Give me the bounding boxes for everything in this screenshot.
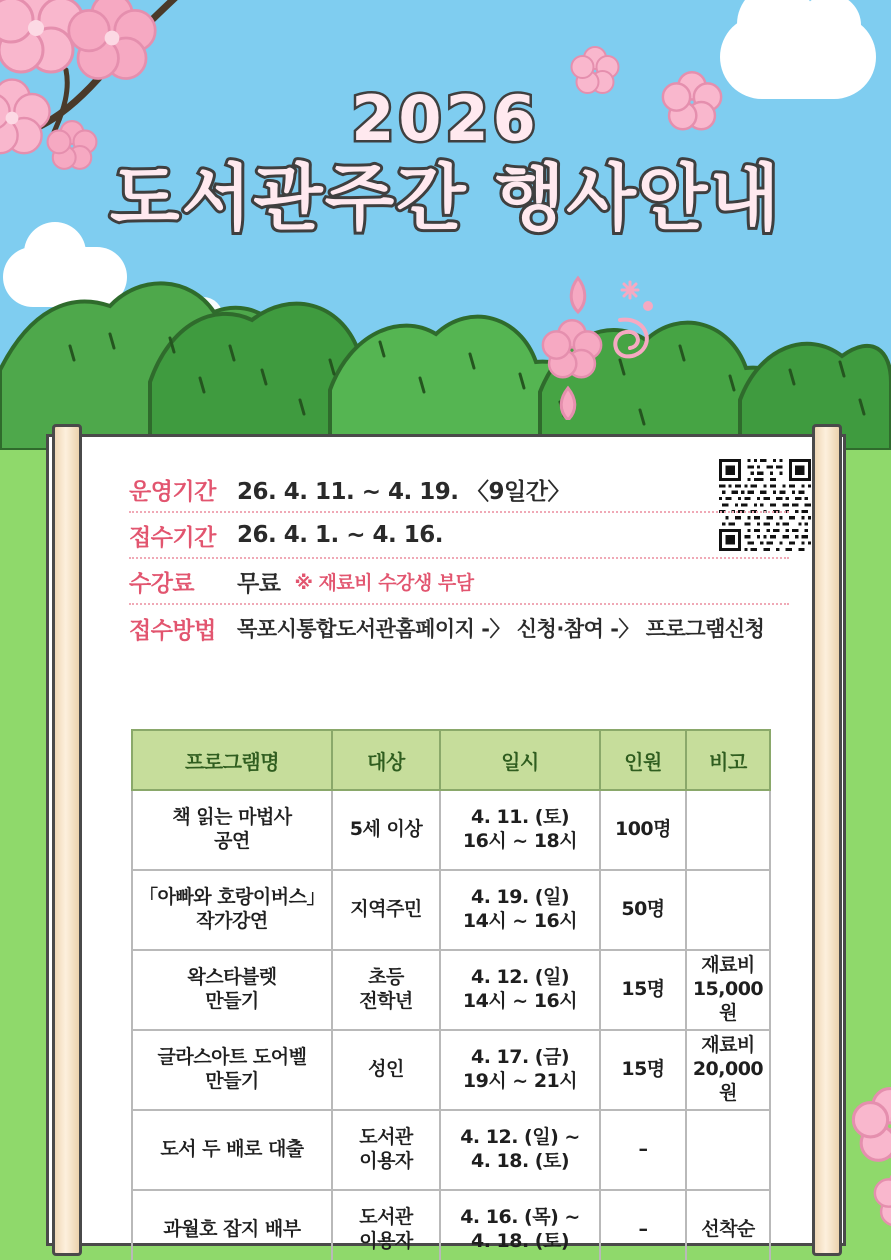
cell-line: 4. 17. (금) xyxy=(470,1046,570,1069)
info-row-period xyxy=(129,467,789,513)
cell-line: 4. 12. (일) xyxy=(470,966,570,989)
table-header-note: 비고 xyxy=(686,730,770,790)
cell-line: 이용자 xyxy=(359,1230,413,1252)
cell-program xyxy=(132,1110,332,1190)
cell-capacity xyxy=(600,870,686,950)
program-table xyxy=(131,729,771,1260)
cell-capacity xyxy=(600,790,686,870)
cell-line: 16시 ~ 18시 xyxy=(462,830,578,852)
cell-line: 과월호 잡지 배부 xyxy=(163,1218,301,1241)
info-value: 26. 4. 11. ~ 4. 19. 〈9일간〉 xyxy=(237,478,570,505)
cell-line: 15,000원 xyxy=(692,978,764,1024)
cell-capacity xyxy=(600,1190,686,1260)
cell-line: 초등 xyxy=(368,966,404,989)
cell-line: 19시 ~ 21시 xyxy=(462,1070,578,1092)
cell-capacity xyxy=(600,1110,686,1190)
info-board xyxy=(46,434,846,1252)
cell-note xyxy=(686,1030,770,1110)
cell-line: 14시 ~ 16시 xyxy=(462,910,578,932)
cell-line: 4. 18. (토) xyxy=(470,1230,570,1252)
title-main: 도서관주간 행사안내 xyxy=(109,156,782,241)
cell-line: 재료비 xyxy=(701,1034,755,1057)
cell-note xyxy=(686,1190,770,1260)
cell-line: 재료비 xyxy=(701,954,755,977)
cell-program xyxy=(132,950,332,1030)
cell-line: 도서관 xyxy=(359,1126,413,1149)
info-label: 접수방법 xyxy=(129,617,216,644)
cell-line: 5세 이상 xyxy=(349,818,423,841)
scroll-rod-right xyxy=(812,424,842,1256)
cell-target xyxy=(332,1190,440,1260)
table-row xyxy=(132,1190,770,1260)
info-label: 수강료 xyxy=(129,570,195,597)
cell-line: 4. 16. (목) ~ xyxy=(460,1206,580,1229)
cell-note xyxy=(686,1110,770,1190)
info-value: 무료 xyxy=(237,570,281,597)
cell-program xyxy=(132,1030,332,1110)
table-row xyxy=(132,1110,770,1190)
cell-datetime xyxy=(440,790,600,870)
table-row xyxy=(132,870,770,950)
info-row-fee xyxy=(129,559,789,605)
cell-line: 전학년 xyxy=(359,990,413,1012)
cell-line: 책 읽는 마법사 xyxy=(172,806,292,829)
cell-line: – xyxy=(638,1138,648,1161)
cell-line: 선착순 xyxy=(701,1218,755,1241)
table-header-target: 대상 xyxy=(332,730,440,790)
cell-capacity xyxy=(600,1030,686,1110)
info-value: 목포시통합도서관홈페이지 -〉 신청·참여 -〉 프로그램신청 xyxy=(237,617,765,641)
info-list xyxy=(129,467,789,651)
cell-line: 14시 ~ 16시 xyxy=(462,990,578,1012)
cell-program xyxy=(132,870,332,950)
cell-datetime xyxy=(440,870,600,950)
table-header-capacity: 인원 xyxy=(600,730,686,790)
cell-datetime xyxy=(440,950,600,1030)
cell-note xyxy=(686,790,770,870)
cell-target xyxy=(332,950,440,1030)
cell-line: 4. 19. (일) xyxy=(470,886,570,909)
cell-line: 만들기 xyxy=(205,1070,259,1092)
cell-note xyxy=(686,950,770,1030)
cell-line: – xyxy=(638,1218,648,1241)
cell-line: 50명 xyxy=(621,898,665,921)
cloud-icon xyxy=(723,18,873,96)
table-row xyxy=(132,790,770,870)
cell-line: 「아빠와 호랑이버스」 xyxy=(139,886,325,909)
cell-line: 도서관 xyxy=(359,1206,413,1229)
cell-line: 4. 12. (일) ~ xyxy=(460,1126,580,1149)
table-header-program: 프로그램명 xyxy=(132,730,332,790)
cell-capacity xyxy=(600,950,686,1030)
cell-line: 성인 xyxy=(368,1058,404,1081)
cell-target xyxy=(332,1030,440,1110)
cell-line: 100명 xyxy=(614,818,671,841)
cell-line: 지역주민 xyxy=(350,898,422,921)
info-row-registration-period xyxy=(129,513,789,559)
cell-line: 4. 18. (토) xyxy=(470,1150,570,1172)
cell-line: 20,000원 xyxy=(692,1058,764,1104)
cell-line: 이용자 xyxy=(359,1150,413,1172)
cell-line: 만들기 xyxy=(205,990,259,1012)
cell-target xyxy=(332,790,440,870)
info-value: 26. 4. 1. ~ 4. 16. xyxy=(237,522,444,548)
info-note: ※ 재료비 수강생 부담 xyxy=(294,571,474,594)
table-header-row xyxy=(132,730,770,790)
cell-line: 도서 두 배로 대출 xyxy=(160,1138,304,1161)
cell-line: 작가강연 xyxy=(196,910,268,932)
cell-target xyxy=(332,870,440,950)
info-row-how-to-apply xyxy=(129,605,789,651)
cell-program xyxy=(132,790,332,870)
poster-title xyxy=(0,82,891,241)
cell-line: 15명 xyxy=(621,978,665,1001)
table-row xyxy=(132,1030,770,1110)
program-table-wrap xyxy=(131,729,769,1260)
cell-note xyxy=(686,870,770,950)
cell-datetime xyxy=(440,1110,600,1190)
cell-line: 공연 xyxy=(214,830,250,852)
info-label: 운영기간 xyxy=(129,478,216,505)
cell-line: 4. 11. (토) xyxy=(470,806,570,829)
info-label: 접수기간 xyxy=(129,524,216,551)
cell-target xyxy=(332,1110,440,1190)
cell-datetime xyxy=(440,1190,600,1260)
cell-line: 글라스아트 도어벨 xyxy=(157,1046,307,1069)
title-year: 2026 xyxy=(351,82,540,155)
cell-line: 15명 xyxy=(621,1058,665,1081)
cell-line: 왁스타블렛 xyxy=(187,966,277,989)
table-header-datetime: 일시 xyxy=(440,730,600,790)
cell-datetime xyxy=(440,1030,600,1110)
table-row xyxy=(132,950,770,1030)
cell-program xyxy=(132,1190,332,1260)
scroll-rod-left xyxy=(52,424,82,1256)
falling-petals-icon xyxy=(520,260,680,420)
